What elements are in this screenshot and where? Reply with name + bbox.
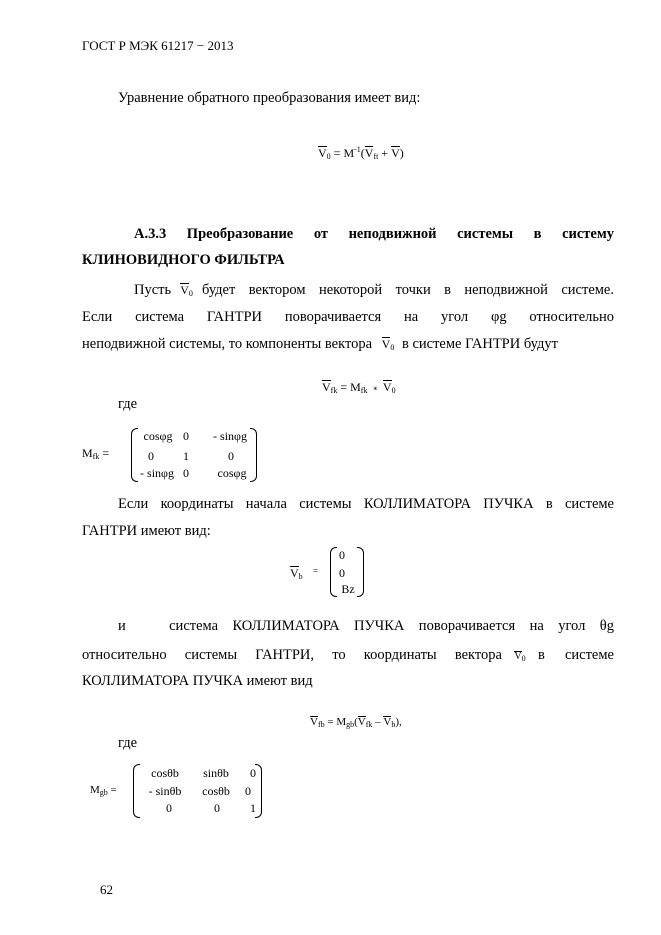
formula-subscript: b [391, 720, 396, 729]
matrix-cell: 0 [245, 784, 251, 798]
matrix-cell: sinθb [203, 766, 229, 780]
formula-subscript: fk [365, 720, 373, 729]
heading-word: систему [562, 226, 614, 242]
matrix-equals: = [107, 784, 117, 796]
formula-subscript: 0 [326, 152, 331, 161]
formula-vector: V [357, 716, 366, 728]
matrix-cell: 0 [250, 766, 256, 780]
heading-word: неподвижной [348, 226, 437, 242]
matrix-cell: - sinφg [213, 429, 247, 443]
paragraph-line: Если система ГАНТРИ поворачивается на угол φg относительно [82, 309, 614, 325]
formula-vector: V [383, 716, 392, 728]
formula-subscript: fk [360, 386, 368, 395]
matrix-cell: - sinφg [140, 466, 174, 480]
formula-subscript: ft [373, 152, 379, 161]
paragraph-line [82, 336, 558, 353]
paragraph-text: в системе [537, 647, 614, 663]
inline-vector [514, 651, 525, 663]
paragraph-line [82, 647, 614, 664]
vector-symbol: V [180, 283, 189, 297]
heading-word: Преобразование [186, 226, 294, 242]
heading-word: от [313, 226, 328, 242]
vector-symbol: V [290, 566, 299, 580]
formula-subscript: gb [346, 720, 355, 729]
formula-text: ( [360, 146, 365, 160]
matrix-subscript: fk [92, 452, 100, 461]
formula-text: = M [330, 146, 355, 160]
formula-text: ∗ [370, 384, 380, 393]
matrix-symbol: M [82, 446, 93, 460]
formula-superscript: -1 [354, 145, 361, 154]
matrix-left-bracket [133, 764, 140, 818]
where-label: где [118, 735, 138, 751]
formula-vector: V [391, 146, 400, 160]
formula-text: = M [324, 716, 347, 728]
matrix-label [90, 784, 117, 797]
vector-subscript: 0 [188, 289, 193, 298]
vector-subscript: 0 [390, 343, 395, 352]
paragraph-text: в системе ГАНТРИ будут [401, 336, 558, 352]
matrix-cell: 0 [214, 801, 220, 815]
vector-subscript: 0 [521, 654, 526, 663]
where-label: где [118, 396, 138, 412]
formula-text: – [372, 716, 384, 728]
matrix-cell: 1 [250, 801, 256, 815]
paragraph-text: неподвижной системы, то компоненты вектора [82, 336, 373, 352]
matrix-symbol: M [90, 784, 100, 796]
page-number: 62 [100, 882, 113, 897]
matrix-cell: - sinθb [148, 784, 182, 798]
paragraph-line: и система КОЛЛИМАТОРА ПУЧКА поворачивается на угол θg [118, 618, 614, 634]
matrix-cell: 0 [166, 801, 172, 815]
formula-subscript: fk [330, 386, 338, 395]
formula-vector: V [364, 146, 374, 160]
formula-vector: V [382, 380, 392, 394]
inline-vector [382, 337, 395, 351]
matrix-label [82, 446, 109, 461]
paragraph-line [134, 282, 614, 299]
formula-inverse-transform [318, 145, 404, 161]
formula-subscript: 0 [391, 386, 396, 395]
matrix-equals: = [99, 446, 110, 460]
vector-subscript: b [298, 572, 303, 581]
paragraph-text: будет вектором некоторой точки в неподвижной системе. [202, 282, 614, 298]
formula-collimator-transform [310, 716, 402, 729]
section-heading-line2: КЛИНОВИДНОГО ФИЛЬТРА [82, 252, 285, 268]
formula-text: ), [395, 716, 402, 728]
formula-text: ( [354, 716, 358, 728]
paragraph-text: Пусть [134, 282, 172, 298]
matrix-cell: 0 [148, 449, 154, 463]
formula-text: + [378, 146, 392, 160]
heading-word: в [533, 226, 542, 242]
formula-vector: V [322, 380, 331, 394]
matrix-cell: 0 [183, 466, 189, 480]
matrix-cell: 0 [228, 449, 234, 463]
document-header: ГОСТ Р МЭК 61217 − 2013 [82, 38, 234, 53]
matrix-cell: cosφg [217, 466, 247, 480]
formula-text: ) [399, 146, 404, 160]
heading-word: А.3.3 [134, 226, 167, 242]
matrix-cell: cosθb [151, 766, 179, 780]
formula-text: = M [337, 380, 361, 394]
vector-cell: 0 [339, 548, 345, 562]
section-heading-line1 [134, 226, 614, 243]
vector-cell: Bz [341, 582, 355, 596]
matrix-cell: 1 [183, 449, 189, 463]
matrix-cell: cosφg [143, 429, 173, 443]
formula-vector: V [310, 716, 318, 728]
paragraph-inverse-intro: Уравнение обратного преобразования имеет вид: [118, 90, 421, 106]
paragraph-line: ГАНТРИ имеют вид: [82, 523, 211, 539]
paragraph-text: относительно системы ГАНТРИ, то координаты вектора [82, 647, 502, 663]
vector-label [290, 566, 303, 581]
formula-gantry-transform [322, 380, 396, 395]
vector-symbol: V [514, 651, 522, 662]
formula-vector: V [318, 146, 327, 160]
vector-symbol: V [381, 337, 391, 351]
matrix-subscript: gb [99, 788, 108, 797]
heading-word: системы [457, 226, 514, 242]
formula-subscript: fb [317, 720, 325, 729]
matrix-cell: 0 [183, 429, 189, 443]
paragraph-line: Если координаты начала системы КОЛЛИМАТОРА ПУЧКА в системе [118, 496, 614, 512]
vector-equals: = [313, 566, 319, 576]
paragraph-line: КОЛЛИМАТОРА ПУЧКА имеют вид [82, 673, 313, 689]
matrix-cell: cosθb [202, 784, 230, 798]
vector-cell: 0 [339, 566, 345, 580]
inline-vector [180, 283, 193, 298]
